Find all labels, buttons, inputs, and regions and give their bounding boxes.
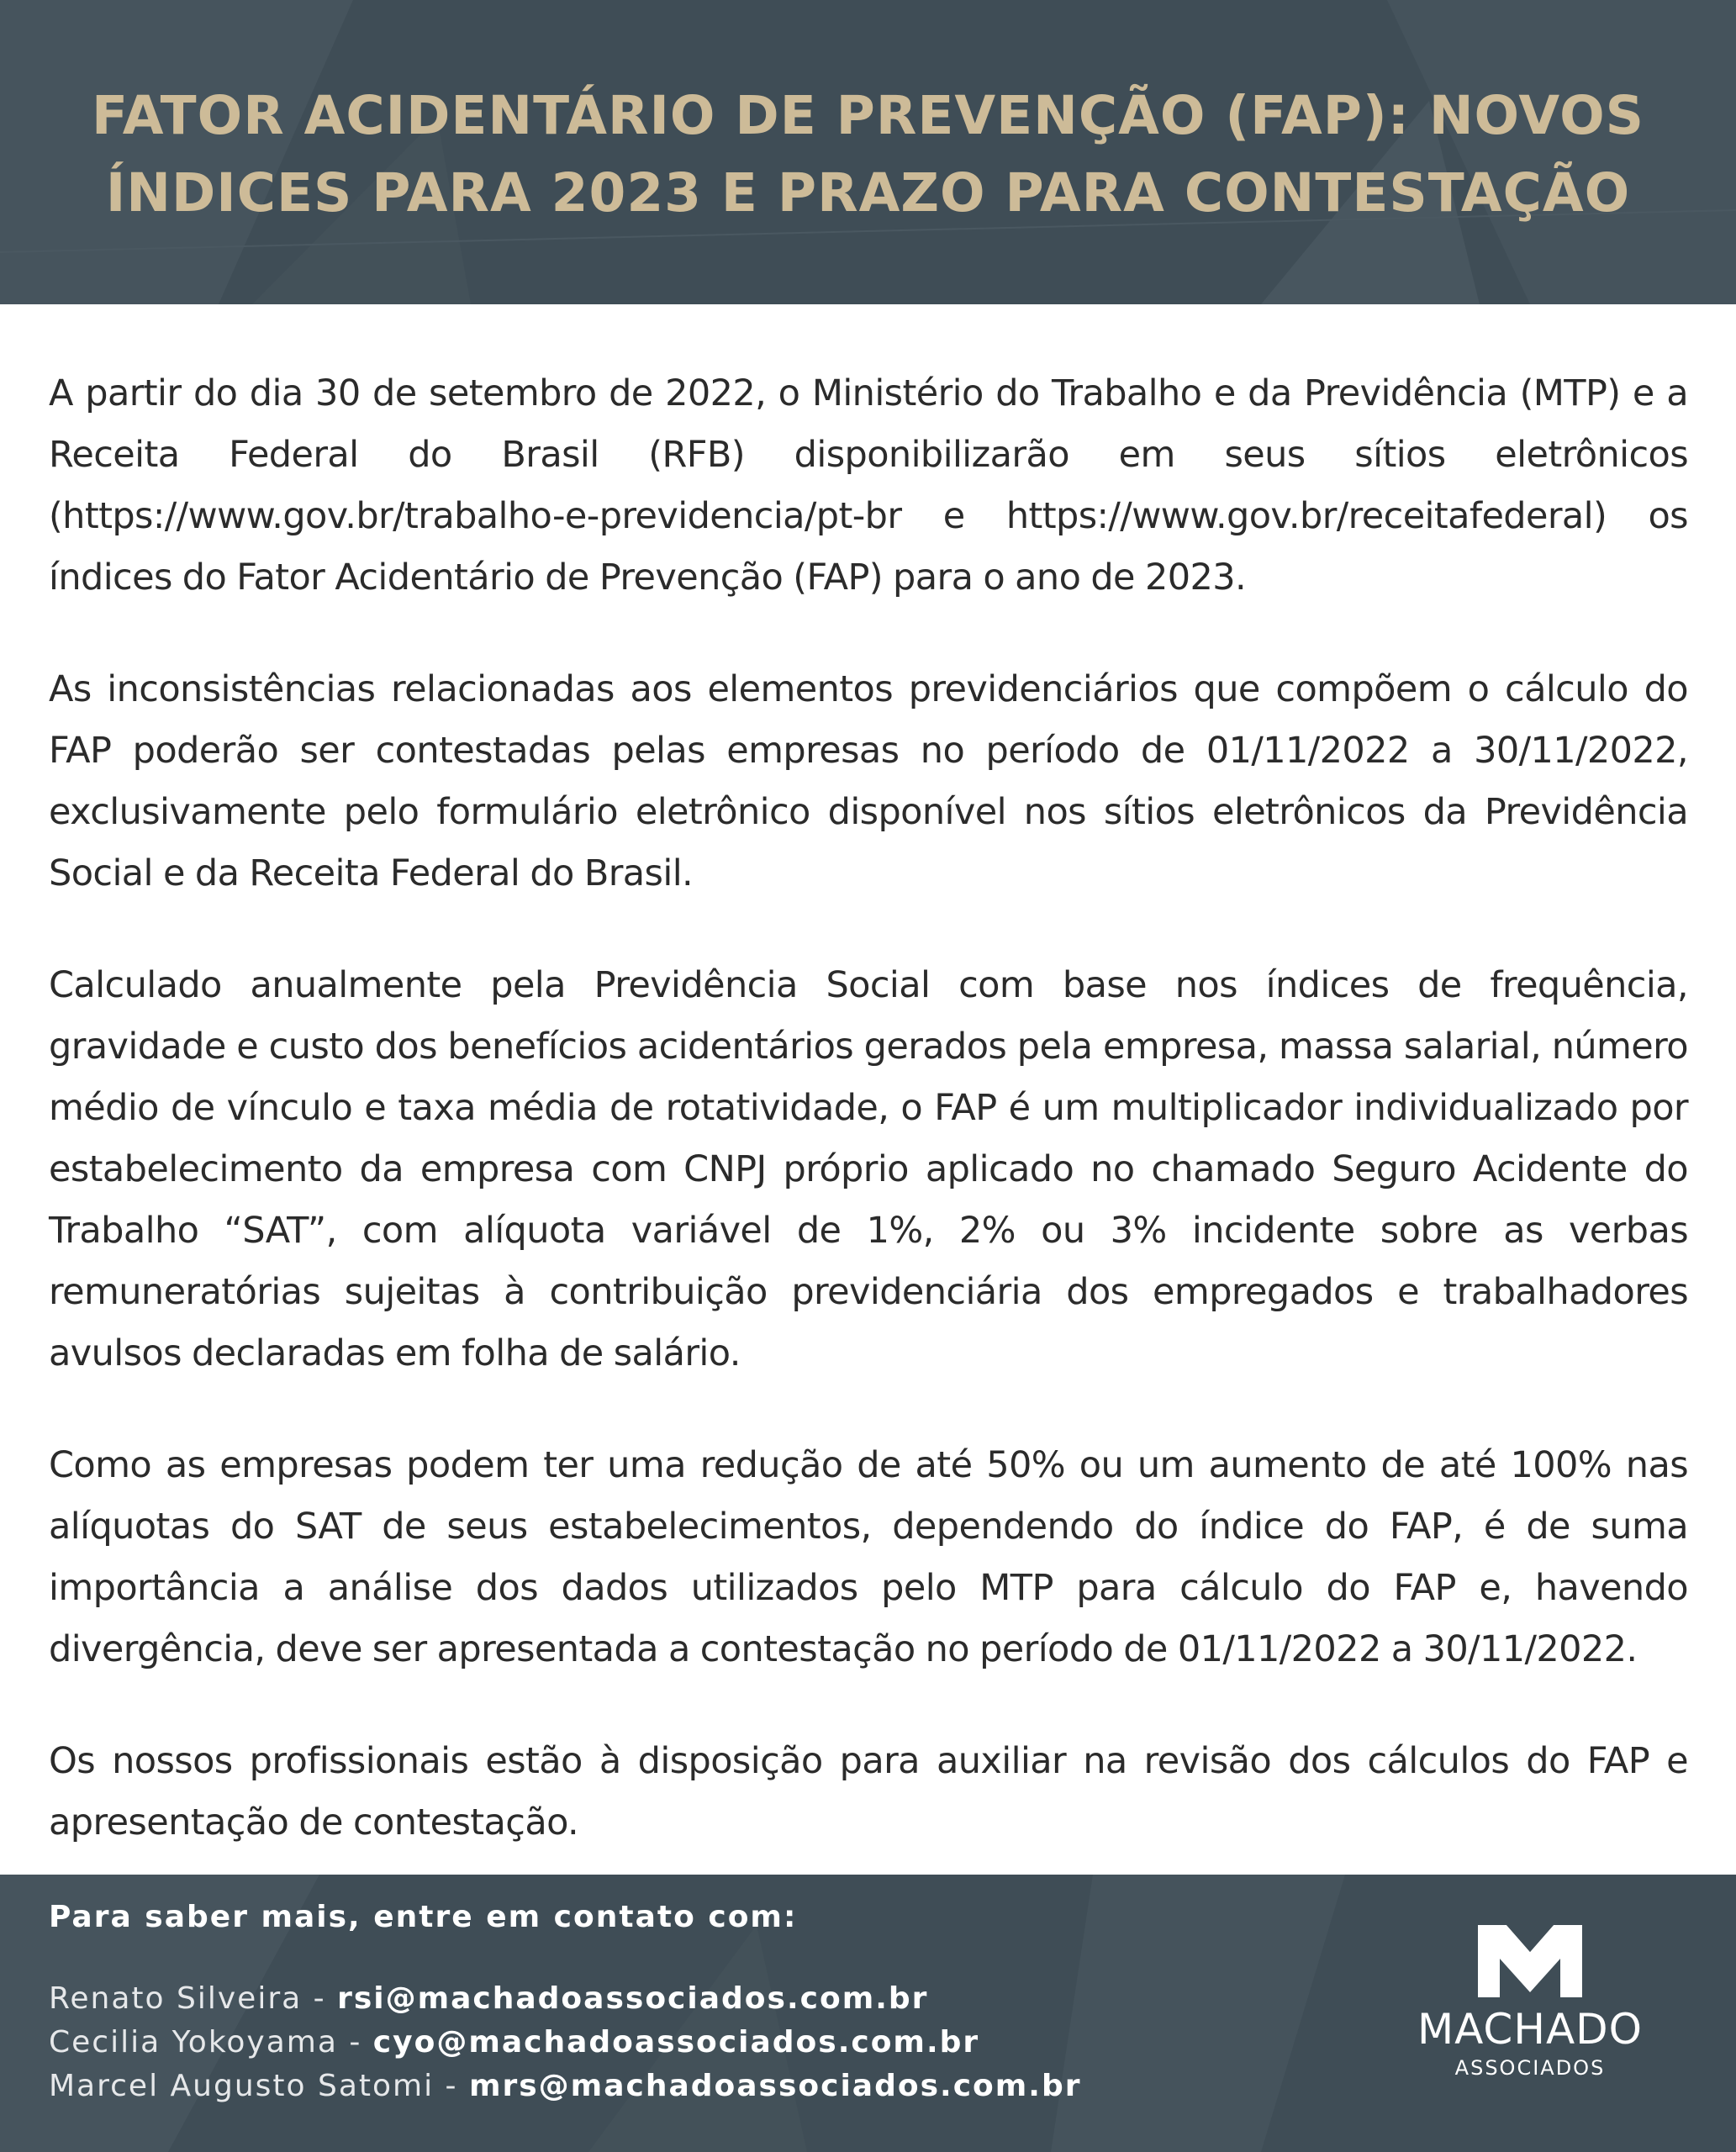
contact-separator: - <box>302 1981 338 2016</box>
page-title <box>0 77 1736 232</box>
contact-item <box>49 2021 1082 2065</box>
paragraph-3: Calculado anualmente pela Previdência Social com base nos índices de frequência, gravidade e custo dos benefícios acidentários gerados pela empresa, massa salarial, número médio de vínculo e taxa média de rotatividade, o FAP é um multiplicador individualizado por estabelecimento da empresa com CNPJ próprio aplicado no chamado Seguro Acidente do Trabalho “SAT”, com alíquota variável de 1%, 2% ou 3% incidente sobre as verbas remuneratórias sujeitas à contribuição previdenciária dos empregados e trabalhadores avulsos declaradas em folha de salário. <box>49 964 1688 1374</box>
contact-heading: Para saber mais, entre em contato com: <box>49 1900 798 1934</box>
title-line-1: FATOR ACIDENTÁRIO DE PREVENÇÃO (FAP): NOVOS <box>91 85 1645 146</box>
title-line-2: ÍNDICES PARA 2023 E PRAZO PARA CONTESTAÇÃO <box>105 162 1631 224</box>
paragraph-4: Como as empresas podem ter uma redução de até 50% ou um aumento de até 100% nas alíquotas do SAT de seus estabelecimentos, dependendo do índice do FAP, é de suma importância a análise dos dados utilizados pelo MTP para cálculo do FAP e, havendo divergência, deve ser apresentada a contestação no período de 01/11/2022 a 30/11/2022. <box>49 1444 1688 1670</box>
article-body <box>49 363 1688 1904</box>
machado-associados-logo <box>1412 1925 1648 2080</box>
contact-separator: - <box>434 2069 469 2103</box>
contact-email-link[interactable]: cyo@machadoassociados.com.br <box>372 2025 980 2060</box>
contact-name: Renato Silveira <box>49 1981 303 2016</box>
contact-name: Marcel Augusto Satomi <box>49 2069 435 2103</box>
footer-banner <box>0 1875 1736 2152</box>
contact-name: Cecilia Yokoyama <box>49 2025 338 2060</box>
paragraph-2: As inconsistências relacionadas aos elementos previdenciários que compõem o cálculo do FAP poderão ser contestadas pelas empresas no período de 01/11/2022 a 30/11/2022, exclusivamente pelo formulário eletrônico disponível nos sítios eletrônicos da Previdência Social e da Receita Federal do Brasil. <box>49 668 1688 894</box>
paragraph-5: Os nossos profissionais estão à disposição para auxiliar na revisão dos cálculos do FAP e apresentação de contestação. <box>49 1740 1688 1843</box>
logo-subtitle: ASSOCIADOS <box>1454 2056 1606 2080</box>
machado-m-icon <box>1478 1925 1582 1997</box>
contact-separator: - <box>337 2025 373 2060</box>
contact-list <box>49 1977 1082 2108</box>
contact-item <box>49 2065 1082 2108</box>
contact-email-link[interactable]: rsi@machadoassociados.com.br <box>337 1981 929 2016</box>
header-banner <box>0 0 1736 304</box>
contact-email-link[interactable]: mrs@machadoassociados.com.br <box>468 2069 1082 2103</box>
contact-item <box>49 1977 1082 2021</box>
logo-name: MACHADO <box>1417 2005 1644 2054</box>
paragraph-1: A partir do dia 30 de setembro de 2022, o Ministério do Trabalho e da Previdência (MTP) e a Receita Federal do Brasil (RFB) disponibilizarão em seus sítios eletrônicos (https://www.gov.br/trabalho-e-previdencia/pt-br e https://www.gov.br/receitafederal) os índices do Fator Acidentário de Prevenção (FAP) para o ano de 2023. <box>49 372 1688 599</box>
